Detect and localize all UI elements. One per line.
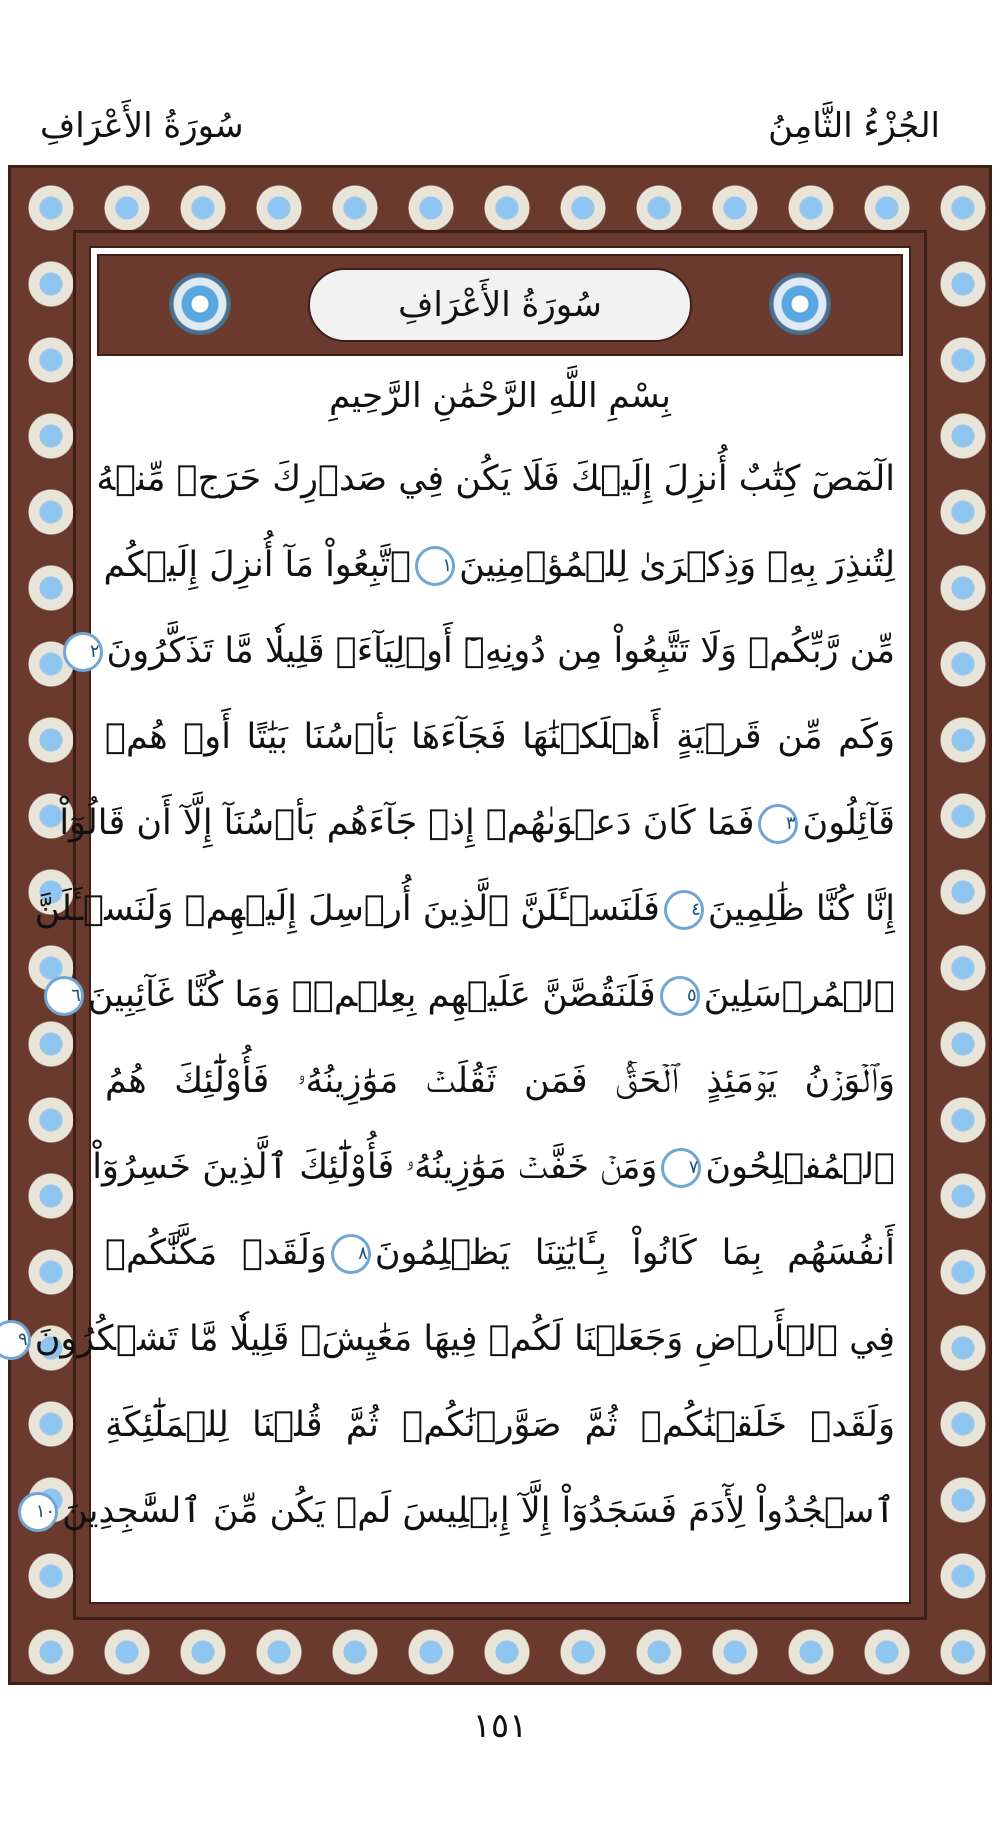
verse-line (105, 1038, 895, 1124)
surah-title: سُورَةُ الأَعْرَافِ (308, 268, 692, 342)
rosette-ornament-icon (169, 273, 231, 335)
verse-line (105, 694, 895, 780)
basmala: بِسْمِ اللَّهِ الرَّحْمَٰنِ الرَّحِيمِ (329, 376, 671, 416)
verse-lines (18, 436, 895, 1554)
ayah-number-marker: ٥ (660, 976, 700, 1016)
verse-text: ٱتَّبِعُواْ مَآ أُنزِلَ إِلَيۡكُم (103, 545, 412, 585)
ayah-number-marker: ١ (415, 546, 455, 586)
verse-text: قَآئِلُونَ (802, 803, 895, 843)
ayah-number-marker: ٩ (0, 1320, 31, 1360)
verse-line (35, 1468, 895, 1554)
verse-text: مِّن رَّبِّكُمۡ وَلَا تَتَّبِعُواْ مِن دُونِهِۦٓ أَوۡلِيَآءَۗ قَلِيلٗا مَّا تَذَكَّرُونَ (106, 631, 895, 671)
verse-text: فِي ٱلۡأَرۡضِ وَجَعَلۡنَا لَكُمۡ فِيهَا مَعَٰيِشَۗ قَلِيلٗا مَّا تَشۡكُرُونَ (34, 1319, 895, 1359)
ornamental-frame (8, 165, 992, 1685)
verse-line (18, 1296, 895, 1382)
verse-text: وَمَنۡ خَفَّتۡ مَوَٰزِينُهُۥ فَأُوْلَٰٓئِكَ ٱلَّذِينَ خَسِرُوٓاْ (92, 1147, 658, 1187)
verse-text: فَلَنَسۡـَٔلَنَّ ٱلَّذِينَ أُرۡسِلَ إِلَيۡهِمۡ وَلَنَسۡـَٔلَنَّ (34, 889, 660, 929)
verse-text: وَكَم مِّن قَرۡيَةٍ أَهۡلَكۡنَٰهَا فَجَآءَهَا بَأۡسُنَا بَيَٰتًا أَوۡ هُمۡ (105, 717, 895, 757)
ayah-number-marker: ٦ (44, 976, 84, 1016)
page-number: ١٥١ (472, 1706, 528, 1746)
ayah-number-marker: ٨ (331, 1234, 371, 1274)
rosette-ornament-icon (769, 273, 831, 335)
verse-line (105, 1210, 895, 1296)
verse-line (92, 1124, 895, 1210)
verse-text: فَلَنَقُصَّنَّ عَلَيۡهِم بِعِلۡمٖۖ وَمَا كُنَّا غَآئِبِينَ (87, 975, 656, 1015)
ayah-number-marker: ١٠ (18, 1492, 58, 1532)
verse-text: لِتُنذِرَ بِهِۦ وَذِكۡرَىٰ لِلۡمُؤۡمِنِينَ (459, 545, 895, 585)
verse-text: إِنَّا كُنَّا ظَٰلِمِينَ (707, 889, 895, 929)
surah-title-band (97, 254, 903, 356)
verse-text: أَنفُسَهُم بِمَا كَانُواْ بِـَٔايَٰتِنَا يَظۡلِمُونَ (374, 1233, 895, 1273)
juz-label: الجُزْءُ الثَّامِنُ (768, 106, 940, 146)
verse-line (105, 522, 895, 608)
verse-line (105, 1382, 895, 1468)
verse-line (89, 608, 895, 694)
surah-header-label: سُورَةُ الأَعْرَافِ (40, 106, 244, 146)
verse-line (34, 866, 895, 952)
verse-text: الٓمٓصٓ كِتَٰبٌ أُنزِلَ إِلَيۡكَ فَلَا يَكُن فِي صَدۡرِكَ حَرَجٞ مِّنۡهُ (96, 459, 895, 499)
verse-text: ٱلۡمُفۡلِحُونَ (705, 1147, 895, 1187)
verse-text: وَلَقَدۡ خَلَقۡنَٰكُمۡ ثُمَّ صَوَّرۡنَٰكُمۡ ثُمَّ قُلۡنَا لِلۡمَلَٰٓئِكَةِ (105, 1405, 895, 1445)
ayah-number-marker: ٣ (758, 804, 798, 844)
page-header (0, 98, 1000, 158)
mushaf-page (18, 246, 911, 1604)
ayah-number-marker: ٤ (664, 890, 704, 930)
verse-text: ٱسۡجُدُواْ لِأٓدَمَ فَسَجَدُوٓاْ إِلَّآ إِبۡلِيسَ لَمۡ يَكُن مِّنَ ٱلسَّٰجِدِينَ (62, 1491, 895, 1531)
ayah-number-marker: ٧ (661, 1148, 701, 1188)
verse-text: وَٱلۡوَزۡنُ يَوۡمَئِذٍ ٱلۡحَقُّۚ فَمَن ثَقُلَتۡ مَوَٰزِينُهُۥ فَأُوْلَٰٓئِكَ هُمُ (105, 1061, 895, 1101)
verse-line (71, 952, 895, 1038)
verse-line (59, 780, 895, 866)
ayah-number-marker: ٢ (63, 632, 103, 672)
verse-text: فَمَا كَانَ دَعۡوَىٰهُمۡ إِذۡ جَآءَهُم بَأۡسُنَآ إِلَّآ أَن قَالُوٓاْ (59, 803, 755, 843)
verse-line (96, 436, 895, 522)
verse-text: ٱلۡمُرۡسَلِينَ (703, 975, 895, 1015)
verse-text: وَلَقَدۡ مَكَّنَّٰكُمۡ (105, 1233, 327, 1273)
